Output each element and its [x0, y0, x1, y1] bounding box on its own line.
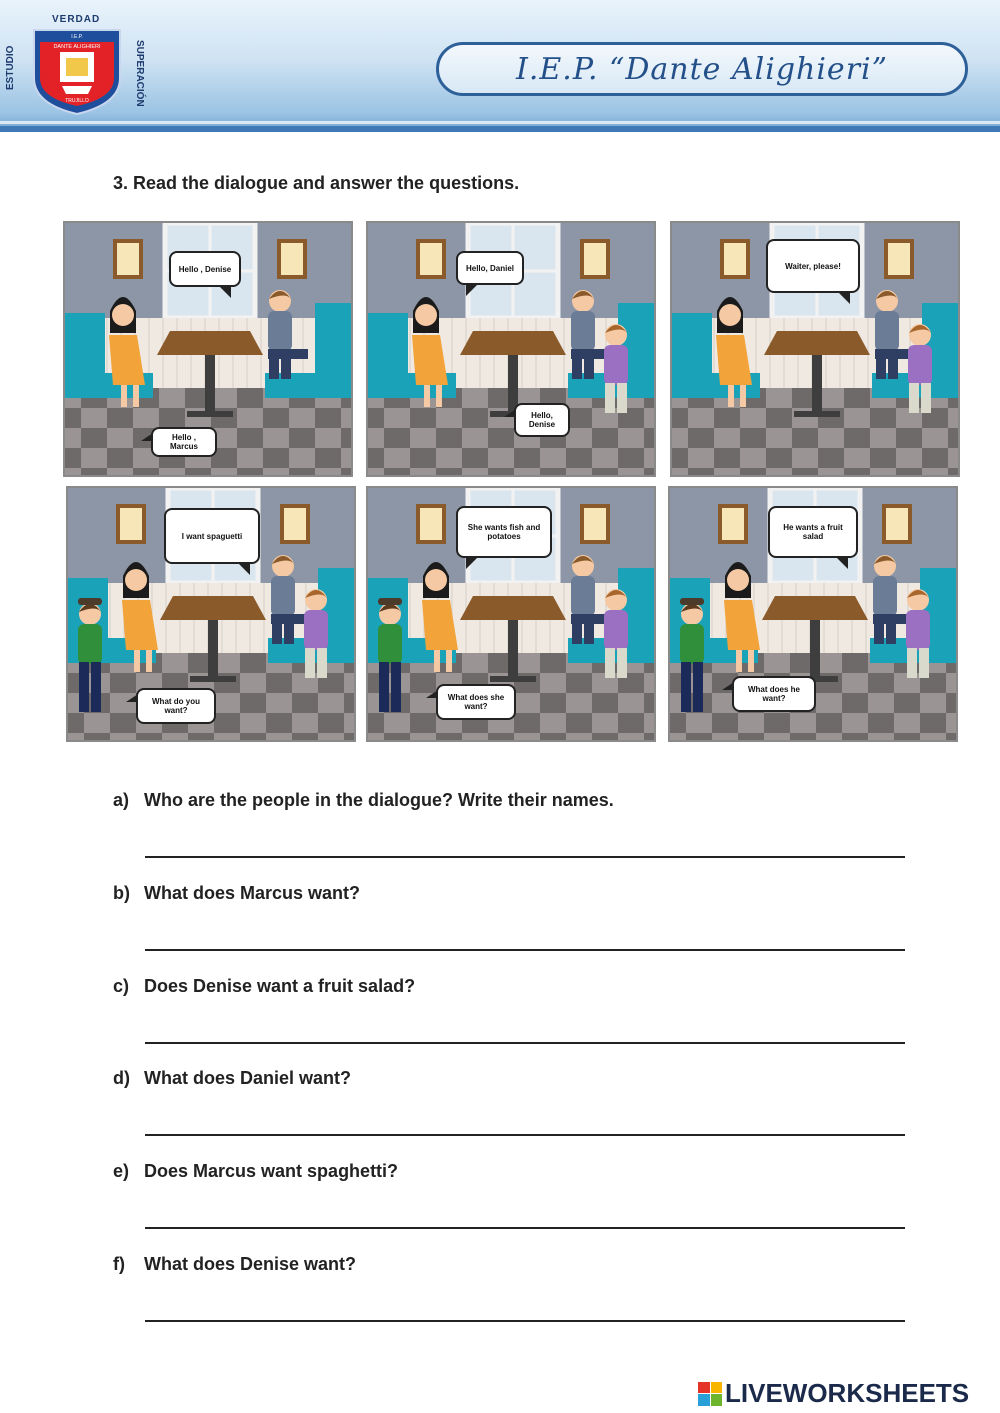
school-crest-icon	[30, 26, 124, 116]
answer-line[interactable]	[145, 1320, 905, 1322]
question-letter: d)	[113, 1068, 130, 1088]
footer-branding	[698, 1378, 969, 1409]
speech-bubble-tail	[238, 563, 250, 575]
speech-bubble-tail	[426, 690, 438, 698]
speech-bubble: Hello , Denise	[169, 251, 241, 287]
speech-bubble: What do you want?	[136, 688, 216, 724]
comic-panel-5	[366, 486, 656, 742]
speech-bubble: She wants fish and potatoes	[456, 506, 552, 558]
speech-bubble: Waiter, please!	[766, 239, 860, 293]
question-e	[113, 1161, 398, 1182]
speech-bubble: I want spaguetti	[164, 508, 260, 564]
question-text: Does Denise want a fruit salad?	[144, 976, 416, 996]
question-text: What does Denise want?	[144, 1254, 357, 1274]
speech-bubble-tail	[722, 682, 734, 690]
speech-bubble: He wants a fruit salad	[768, 506, 858, 558]
exercise-instruction: 3. Read the dialogue and answer the questions.	[113, 173, 520, 193]
speech-bubble-tail	[466, 284, 478, 296]
speech-bubble: What does he want?	[732, 676, 816, 712]
crest-word-top: VERDAD	[52, 14, 101, 25]
banner-stripe	[0, 126, 1000, 132]
crest-inner-bottom: TRUJILLO	[65, 98, 89, 104]
question-f	[113, 1254, 356, 1275]
liveworksheets-logo-icon	[698, 1382, 722, 1406]
speech-bubble-tail	[838, 292, 850, 304]
question-b	[113, 883, 360, 904]
answer-line[interactable]	[145, 1134, 905, 1136]
comic-panel-2	[366, 221, 656, 477]
crest-inner-name: DANTE ALIGHIERI	[53, 44, 101, 50]
question-text: Who are the people in the dialogue? Write their names.	[144, 790, 614, 810]
answer-line[interactable]	[145, 1042, 905, 1044]
crest-word-right: SUPERACIÓN	[134, 40, 145, 107]
speech-bubble-tail	[126, 694, 138, 702]
school-title: I.E.P. “Dante Alighieri”	[516, 51, 888, 87]
speech-bubble: Hello , Marcus	[151, 427, 217, 457]
question-a	[113, 790, 614, 811]
comic-panel-4	[66, 486, 356, 742]
question-letter: a)	[113, 790, 130, 810]
question-letter: f)	[113, 1254, 125, 1274]
speech-bubble: Hello, Denise	[514, 403, 570, 437]
speech-bubble-tail	[504, 409, 516, 417]
crest-word-left: ESTUDIO	[5, 45, 16, 90]
comic-panel-6	[668, 486, 958, 742]
school-title-banner	[436, 42, 968, 96]
footer-brand: LIVEWORKSHEETS	[725, 1378, 970, 1408]
crest-inner-top: I.E.P.	[71, 34, 83, 40]
question-d	[113, 1068, 351, 1089]
question-c	[113, 976, 415, 997]
speech-bubble-tail	[141, 433, 153, 441]
question-letter: c)	[113, 976, 130, 996]
speech-bubble-tail	[219, 286, 231, 298]
speech-bubble-tail	[466, 557, 478, 569]
comic-panel-3	[670, 221, 960, 477]
answer-line[interactable]	[145, 1227, 905, 1229]
speech-bubble: Hello, Daniel	[456, 251, 524, 285]
question-text: Does Marcus want spaghetti?	[144, 1161, 399, 1181]
question-letter: b)	[113, 883, 130, 903]
speech-bubble-tail	[836, 557, 848, 569]
question-letter: e)	[113, 1161, 130, 1181]
question-text: What does Marcus want?	[144, 883, 361, 903]
comic-panel-1	[63, 221, 353, 477]
banner-highlight	[0, 121, 1000, 124]
speech-bubble: What does she want?	[436, 684, 516, 720]
question-text: What does Daniel want?	[144, 1068, 352, 1088]
answer-line[interactable]	[145, 949, 905, 951]
answer-line[interactable]	[145, 856, 905, 858]
